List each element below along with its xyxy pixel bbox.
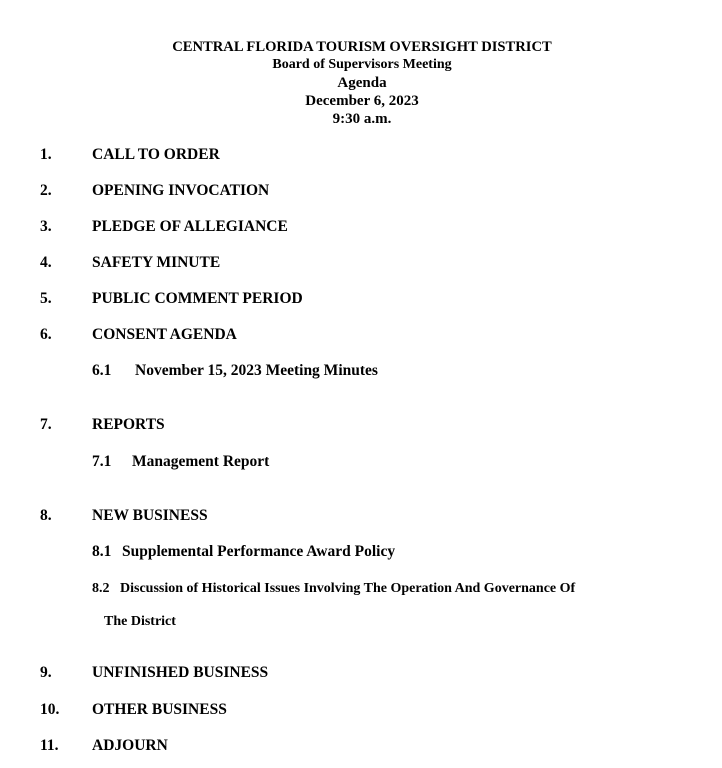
item-number: 7.: [40, 416, 52, 433]
item-title: NEW BUSINESS: [92, 507, 208, 524]
item-number: 1.: [40, 146, 52, 163]
item-title: CALL TO ORDER: [92, 146, 220, 163]
district-name: CENTRAL FLORIDA TOURISM OVERSIGHT DISTRICT: [172, 39, 552, 55]
item-title: OPENING INVOCATION: [92, 182, 270, 199]
subitem-title: Supplemental Performance Award Policy: [122, 543, 396, 560]
subitem-title: Management Report: [132, 453, 270, 470]
subitem-8-2-continuation: The District: [104, 614, 176, 629]
subitem-7-1: [92, 453, 269, 471]
meeting-date: December 6, 2023: [305, 93, 419, 109]
item-title: UNFINISHED BUSINESS: [92, 664, 269, 681]
item-title: PLEDGE OF ALLEGIANCE: [92, 218, 288, 235]
subitem-number: 8.2: [92, 581, 110, 596]
subitem-number: 7.1: [92, 453, 112, 470]
item-number: 5.: [40, 290, 52, 307]
item-title: OTHER BUSINESS: [92, 701, 227, 718]
agenda-header: [0, 38, 722, 128]
document-type: Agenda: [337, 75, 387, 91]
item-number: 2.: [40, 182, 52, 199]
item-number: 6.: [40, 326, 52, 343]
item-title: ADJOURN: [92, 737, 168, 754]
subitem-title: November 15, 2023 Meeting Minutes: [135, 362, 378, 379]
subitem-8-2: [92, 580, 575, 598]
subitem-number: 6.1: [92, 362, 112, 379]
item-number: 8.: [40, 507, 52, 524]
subitem-8-1: [92, 543, 395, 561]
meeting-name: Board of Supervisors Meeting: [272, 57, 452, 72]
item-title: CONSENT AGENDA: [92, 326, 237, 343]
item-number: 10.: [40, 701, 60, 718]
item-number: 3.: [40, 218, 52, 235]
item-title: PUBLIC COMMENT PERIOD: [92, 290, 303, 307]
subitem-6-1: [92, 362, 378, 380]
item-number: 4.: [40, 254, 52, 271]
item-number: 11.: [40, 737, 59, 754]
item-number: 9.: [40, 664, 52, 681]
item-title: REPORTS: [92, 416, 165, 433]
item-title: SAFETY MINUTE: [92, 254, 221, 271]
meeting-time: 9:30 a.m.: [332, 111, 392, 127]
subitem-title: Discussion of Historical Issues Involving The Operation And Governance Of: [120, 581, 576, 596]
subitem-number: 8.1: [92, 543, 112, 560]
